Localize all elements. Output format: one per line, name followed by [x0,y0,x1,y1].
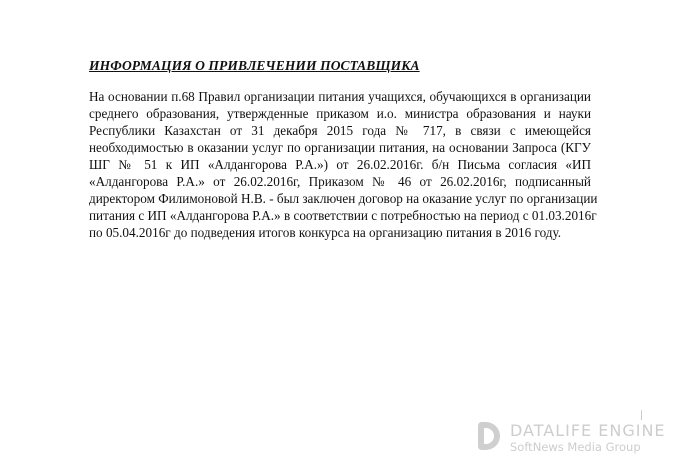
watermark [478,420,688,460]
watermark-brand: DATALIFE ENGINE [510,421,666,440]
divider [641,410,642,420]
paragraph-line: ШГ № 51 к ИП «Алдангорова Р.А.») от 26.02.2016г. б/н Письма согласия «ИП [89,157,591,172]
paragraph-line: директором Филимоновой Н.В. - был заключен договор на оказание услуг по организации [89,191,598,206]
paragraph-line: Республики Казахстан от 31 декабря 2015 года № 717, в связи с имеющейся [89,123,591,138]
paragraph-line: необходимостью в оказании услуг по организации питания, на основании Запроса (КГУ [89,140,591,155]
datalife-logo-icon [478,422,500,450]
paragraph-line: питания с ИП «Алдангорова Р.А.» в соответствии с потребностью на период с 01.03.2016г [89,208,597,223]
paragraph-line: по 05.04.2016г до подведения итогов конкурса на организацию питания в 2016 году. [89,225,562,240]
watermark-company: SoftNews Media Group [510,440,641,454]
paragraph-line: «Алдангорова Р.А.» от 26.02.2016г, Приказом № 46 от 26.02.2016г, подписанный [89,174,591,189]
document-title: ИНФОРМАЦИЯ О ПРИВЛЕЧЕНИИ ПОСТАВЩИКА [89,58,420,73]
paragraph-line: среднего образования, утвержденные приказом и.о. министра образования и науки [89,106,591,121]
document-body [89,88,598,241]
paragraph-line: На основании п.68 Правил организации питания учащихся, обучающихся в организации [89,89,591,104]
